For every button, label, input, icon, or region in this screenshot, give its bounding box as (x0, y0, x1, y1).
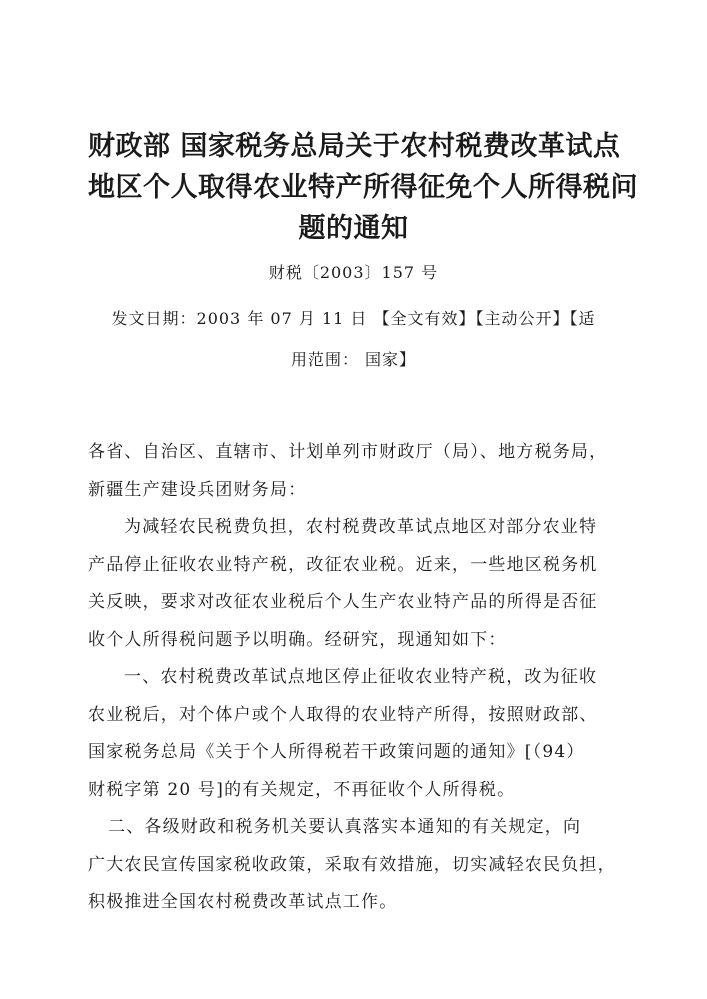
title-line-2: 地区个人取得农业特产所得征免个人所得税问 (88, 172, 638, 203)
document-title (88, 126, 638, 249)
paragraph-3-line-3: 积极推进全国农村税费改革试点工作。 (88, 892, 398, 912)
addressee-line-1: 各省、自治区、直辖市、计划单列市财政厅（局）、地方税务局， (88, 442, 608, 462)
paragraph-2-line-2: 农业税后，对个体户或个人取得的农业特产所得，按照财政部、 (88, 704, 598, 725)
paragraph-2-line-1: 一、农村税费改革试点地区停止征收农业特产税，改为征收 (124, 667, 598, 687)
paragraph-1-line-1: 为减轻农民税费负担，农村税费改革试点地区对部分农业特 (124, 517, 598, 537)
meta-line-2: 用范围： 国家】 (290, 350, 417, 369)
paragraph-2-line-4: 财税字第 20 号]的有关规定，不再征收个人所得税。 (88, 779, 516, 800)
document-number: 财税〔2003〕157 号 (268, 263, 439, 282)
paragraph-2-line-3: 国家税务总局《关于个人所得税若干政策问题的通知》[（94） (88, 742, 585, 762)
addressee-line-2: 新疆生产建设兵团财务局： (88, 479, 307, 500)
paragraph-1-line-3: 关反映，要求对改征农业税后个人生产农业特产品的所得是否征 (88, 592, 598, 612)
title-line-1: 财政部 国家税务总局关于农村税费改革试点 (88, 131, 621, 162)
title-line-3: 题的通知 (298, 213, 409, 244)
document-body (88, 434, 628, 922)
meta-line-1: 发文日期：2003 年 07 月 11 日 【全文有效】【主动公开】【适 (111, 309, 596, 328)
paragraph-3-line-2: 广大农民宣传国家税收政策，采取有效措施，切实减轻农民负担， (88, 854, 616, 875)
paragraph-1-line-4: 收个人所得税问题予以明确。经研究，现通知如下： (88, 629, 507, 650)
paragraph-3-line-1: 二、各级财政和税务机关要认真落实本通知的有关规定，向 (108, 817, 582, 837)
document-meta (88, 298, 619, 380)
paragraph-1-line-2: 产品停止征收农业特产税，改征农业税。近来，一些地区税务机 (88, 554, 598, 575)
